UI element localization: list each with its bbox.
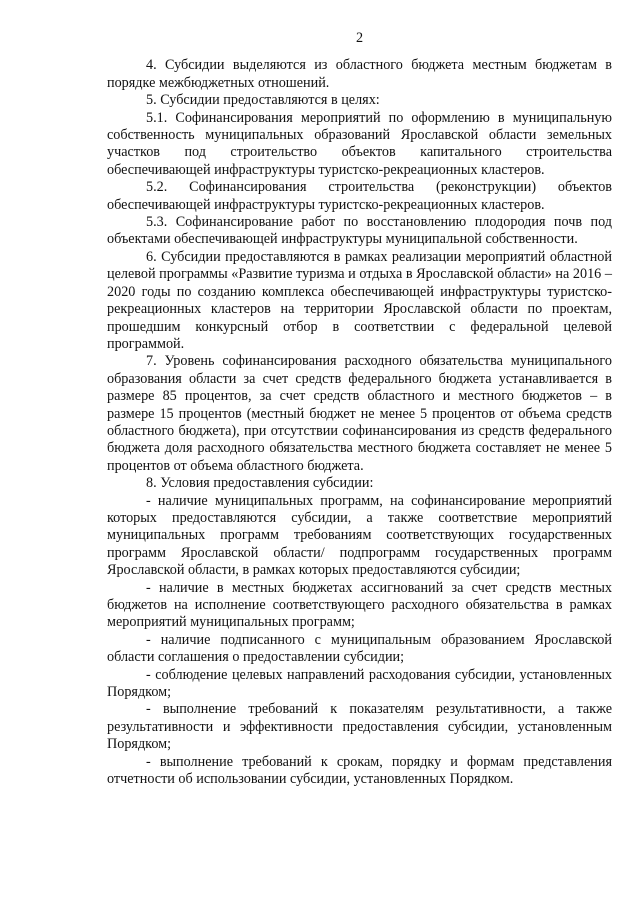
page-number: 2	[355, 30, 364, 46]
paragraph-8: 8. Условия предоставления субсидии:	[146, 475, 374, 492]
paragraph-6: 6. Субсидии предоставляются в рамках реализации мероприятий областной целевой программы «Развитие туризма и отдыха в Ярославской области» на 2016 – 2020 годы по созданию комплекса обеспечивающей инфраструктуры туристско-рекреационных кластеров на территории Ярославской области по проектам, прошедшим конкурсный отбор в соответствии с федеральной целевой программой.	[107, 248, 612, 352]
paragraph-5-2: 5.2. Софинансирования строительства (реконструкции) объектов обеспечивающей инфраструктуры туристско-рекреационных кластеров.	[107, 179, 612, 213]
condition-item-6: - выполнение требований к срокам, порядку и формам представления отчетности об использовании субсидии, установленных Порядком.	[107, 753, 612, 788]
paragraph-4: 4. Субсидии выделяются из областного бюджета местным бюджетам в порядке межбюджетных отношений.	[107, 57, 612, 91]
paragraph-5-3: 5.3. Софинансирование работ по восстановлению плодородия почв под объектами обеспечивающей инфраструктуры муниципальной собственности.	[107, 214, 612, 248]
paragraph-5-1: 5.1. Софинансирования мероприятий по оформлению в муниципальную собственность муниципальных образований Ярославской области земельных участков под строительство объектов капитального строительства обеспечивающей инфраструктуры туристско-рекреационных кластеров.	[107, 109, 612, 178]
condition-item-3: - наличие подписанного с муниципальным образованием Ярославской области соглашения о предоставлении субсидии;	[107, 631, 612, 666]
condition-item-5: - выполнение требований к показателям результативности, а также результативности и эффективности предоставления субсидии, установленным Порядком;	[107, 701, 612, 753]
paragraph-7: 7. Уровень софинансирования расходного обязательства муниципального образования области за счет средств федерального бюджета устанавливается в размере 85 процентов, за счет средств областного и местного бюджетов – в размере 15 процентов (местный бюджет не менее 5 процентов от объема средств областного бюджета), при отсутствии софинансирования из средств федерального бюджета доля расходного обязательства местного бюджета составляет не менее 5 процентов от объема областного бюджета.	[107, 353, 612, 474]
condition-item-1: - наличие муниципальных программ, на софинансирование мероприятий которых предоставляются субсидии, а также соответствие мероприятий муниципальных программ требованиям соответствующих государственных программ Ярославской области/ подпрограмм государственных программ Ярославской области, в рамках которых предоставляются субсидии;	[107, 492, 612, 579]
document-page	[107, 30, 612, 788]
paragraph-5: 5. Субсидии предоставляются в целях:	[146, 92, 380, 109]
condition-item-2: - наличие в местных бюджетах ассигнований за счет средств местных бюджетов на исполнение соответствующего расходного обязательства в рамках мероприятий муниципальных программ;	[107, 579, 612, 631]
condition-item-4: - соблюдение целевых направлений расходования субсидии, установленных Порядком;	[107, 666, 612, 701]
